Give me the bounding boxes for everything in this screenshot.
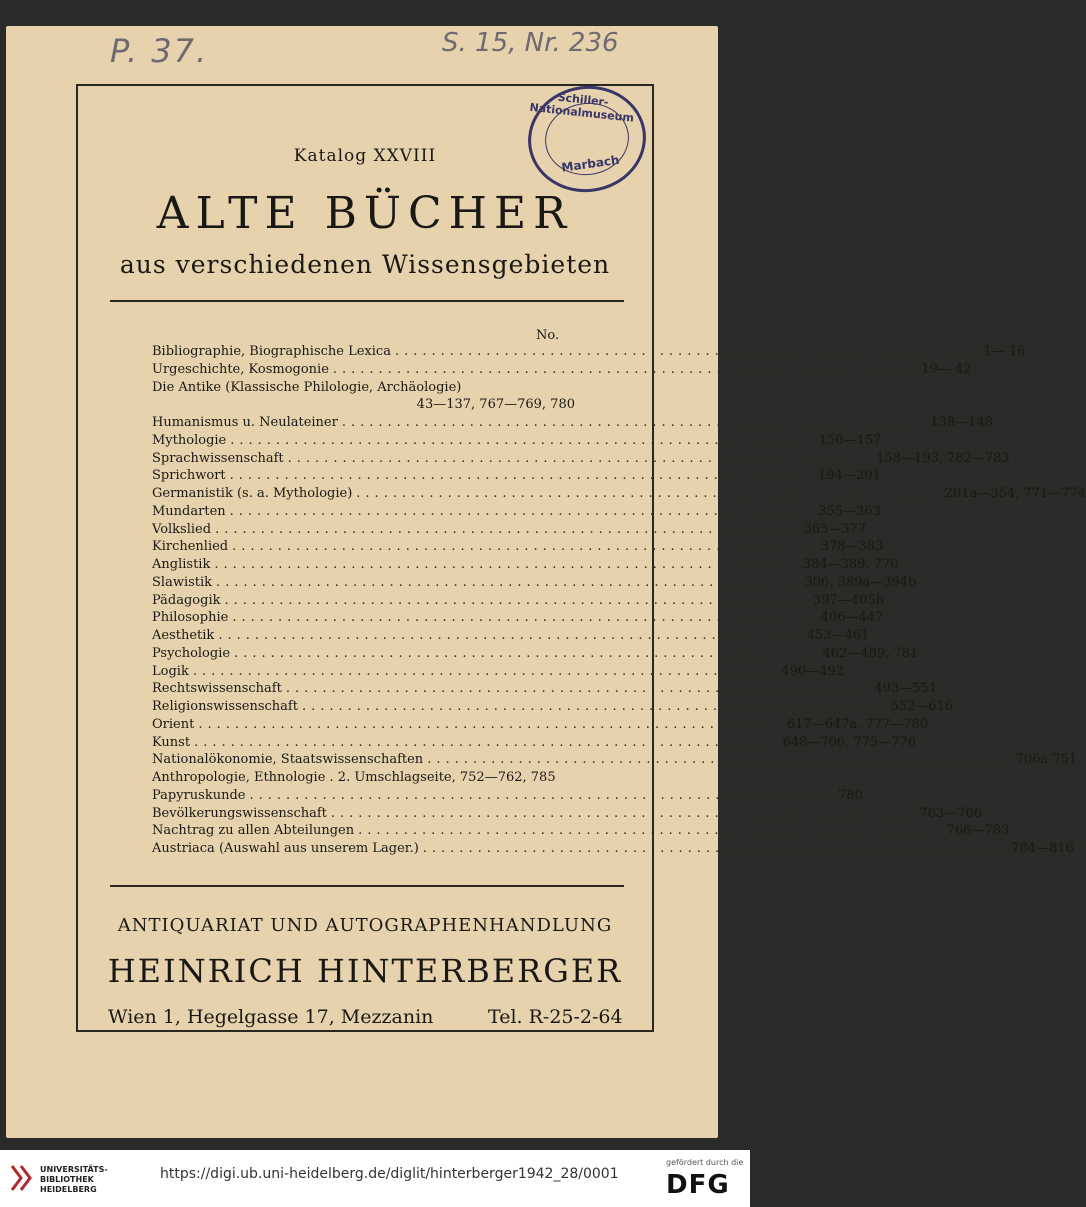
toc-section-label: Logik: [152, 663, 189, 679]
toc-row: [152, 645, 919, 663]
toc-leader-dots: ................................................................: [422, 841, 1008, 856]
toc-page-range: 306, 389a—394b: [804, 574, 917, 590]
stamp-top-text: Schiller-Nationalmuseum: [528, 90, 635, 125]
toc-leader-dots: ................................................................: [301, 699, 887, 714]
toc-page-range: 365—377: [803, 521, 867, 537]
toc-section-label: Sprachwissenschaft: [152, 450, 284, 466]
toc-section-label: Pädagogik: [152, 592, 221, 608]
toc-leader-dots: ................................................................: [356, 486, 941, 501]
toc-leader-dots: ................................................................: [218, 628, 803, 643]
toc-page-range: 355—363: [818, 503, 881, 519]
toc-leader-dots: ................................................................: [229, 503, 815, 519]
publisher-phone: Tel. R-25-2-64: [488, 1006, 623, 1028]
university-name: UNIVERSITÄTS- BIBLIOTHEK HEIDELBERG: [40, 1165, 108, 1194]
page-subtitle: aus verschiedenen Wissensgebieten: [119, 250, 611, 279]
toc-row: [152, 680, 937, 698]
toc-section-label: Urgeschichte, Kosmogonie: [152, 361, 329, 377]
toc-leader-dots: ................................................................: [358, 823, 943, 839]
toc-leader-dots: ................................................................: [332, 361, 918, 377]
toc-page-range: 1— 16: [983, 344, 1026, 359]
toc-section-label: Rechtswissenschaft: [152, 681, 282, 697]
toc-page-range: 766—783: [946, 823, 1010, 839]
toc-leader-dots: ................................................................: [232, 610, 817, 626]
toc-row: [152, 414, 993, 432]
toc-leader-dots: ................................................................: [215, 521, 800, 537]
handwritten-note-right: S. 15, Nr. 236: [442, 28, 619, 58]
toc-leader-dots: ................................................................: [330, 805, 916, 821]
toc-leader-dots: ................................................................: [216, 574, 801, 590]
toc-leader-dots: ................................................................: [214, 557, 799, 572]
toc-row: [152, 503, 881, 521]
toc-row: [152, 769, 575, 787]
toc-page-range: 406—447: [820, 610, 884, 626]
toc-row: [152, 822, 1010, 840]
toc-page-range: 384—389, 770: [802, 557, 899, 572]
toc-section-label: Papyruskunde: [152, 787, 246, 803]
toc-section-label: Bibliographie, Biographische Lexica: [152, 344, 391, 359]
publisher-name: HEINRICH HINTERBERGER: [107, 952, 623, 990]
toc-row: [152, 467, 881, 485]
toc-page-range: 617—647a, 777—780: [786, 716, 929, 732]
toc-row: [152, 379, 575, 397]
toc-row: [152, 805, 983, 823]
handwritten-note-left: P. 37.: [110, 32, 209, 70]
toc-row: [152, 538, 884, 556]
toc-row: [152, 609, 884, 627]
toc-leader-dots: ................................................................: [198, 716, 783, 732]
toc-section-label: Volkslied: [152, 521, 212, 537]
toc-leader-dots: ................................................................: [341, 415, 927, 430]
catalog-number: Katalog XXVIII: [293, 146, 437, 166]
toc-row: [152, 361, 972, 379]
footer-bar: [0, 1150, 750, 1207]
toc-page-range: 194—201: [818, 468, 881, 484]
toc-section-label: Kirchenlied: [152, 539, 229, 555]
toc-section-label: Nationalökonomie, Staatswissenschaften: [152, 752, 424, 768]
toc-section-label: Mythologie: [152, 432, 227, 448]
toc-leader-dots: ................................................................: [249, 787, 834, 803]
publisher-type: ANTIQUARIAT UND AUTOGRAPHENHANDLUNG: [117, 915, 613, 936]
toc-page-range: 493—551: [874, 681, 937, 697]
toc-row: [152, 716, 929, 734]
toc-row: [152, 432, 882, 450]
toc-section-label: Psychologie: [152, 645, 231, 661]
table-of-contents: [152, 343, 1086, 858]
toc-row: [152, 396, 575, 414]
toc-page-range: 138—148: [930, 415, 993, 430]
toc-leader-dots: ................................................................: [285, 681, 871, 697]
toc-no-header: No.: [536, 328, 560, 343]
toc-section-label: Nachtrag zu allen Abteilungen: [152, 823, 355, 839]
toc-row: [152, 627, 870, 645]
toc-section-label: Aesthetik: [152, 628, 215, 643]
toc-page-range: 552—616: [890, 699, 954, 714]
toc-section-label: Orient: [152, 716, 195, 732]
toc-row: [152, 450, 1010, 468]
toc-row: [152, 343, 1026, 361]
source-url[interactable]: https://digi.ub.uni-heidelberg.de/diglit/hinterberger1942_28/0001: [160, 1166, 619, 1182]
toc-section-label: Anthropologie, Ethnologie . 2. Umschlagseite, 752—762, 785: [152, 770, 556, 785]
toc-page-range: 780: [837, 787, 863, 803]
dfg-caption: gefördert durch die: [666, 1158, 744, 1167]
toc-section-label: Kunst: [152, 734, 191, 750]
toc-page-range: 648—706, 775—776: [782, 734, 917, 750]
toc-section-label: Slawistik: [152, 574, 213, 590]
toc-page-range: 158—193, 782—783: [876, 450, 1010, 466]
toc-leader-dots: ................................................................: [194, 734, 779, 750]
toc-page-range: 453—461: [806, 628, 870, 643]
toc-leader-dots: ................................................................: [229, 468, 815, 484]
page-title: ALTE BÜCHER: [156, 188, 574, 239]
toc-page-range: 784—816: [1011, 841, 1074, 856]
toc-section-label: Austriaca (Auswahl aus unserem Lager.): [152, 841, 419, 856]
toc-row: [152, 751, 1078, 769]
publisher-address: Wien 1, Hegelgasse 17, Mezzanin: [108, 1006, 434, 1028]
toc-leader-dots: ................................................................: [224, 592, 809, 608]
toc-row: [152, 521, 867, 539]
toc-row: [152, 574, 917, 592]
toc-section-label: Germanistik (s. a. Mythologie): [152, 486, 353, 501]
toc-section-label: Die Antike (Klassische Philologie, Archäologie): [152, 379, 462, 395]
toc-page-range: 150—157: [818, 432, 882, 448]
toc-section-label: Bevölkerungswissenschaft: [152, 805, 327, 821]
toc-row: [152, 592, 884, 610]
divider-bottom: [110, 885, 624, 887]
toc-row: [152, 663, 844, 681]
toc-section-label: Sprichwort: [152, 468, 226, 484]
toc-row: [152, 485, 1086, 503]
toc-leader-dots: ................................................................: [230, 432, 815, 448]
toc-page-range: 490—492: [781, 663, 844, 679]
toc-leader-dots: ................................................................: [427, 752, 1012, 768]
toc-leader-dots: ................................................................: [394, 344, 980, 359]
university-logo-icon: [10, 1162, 32, 1194]
toc-row: [152, 734, 917, 752]
toc-page-range: 201a—354, 771—774: [944, 486, 1086, 501]
dfg-logo: DFG: [666, 1170, 730, 1200]
toc-page-range: 763—766: [919, 805, 983, 821]
toc-leader-dots: ................................................................: [192, 663, 778, 679]
toc-row: [152, 787, 863, 805]
toc-leader-dots: ................................................................: [287, 450, 873, 466]
divider-top: [110, 300, 624, 302]
toc-section-label: Anglistik: [152, 557, 211, 572]
toc-page-range: 462—489, 781: [822, 645, 919, 661]
toc-page-range: 43—137, 767—769, 780: [416, 397, 575, 413]
toc-row: [152, 840, 1074, 858]
toc-section-label: Mundarten: [152, 503, 226, 519]
toc-section-label: Philosophie: [152, 610, 229, 626]
toc-page-range: 378—383: [820, 539, 884, 555]
toc-leader-dots: ................................................................: [234, 645, 819, 661]
toc-leader-dots: ................................................................: [232, 539, 817, 555]
toc-section-label: Religionswissenschaft: [152, 699, 298, 714]
stamp-bottom-text: Marbach: [560, 152, 621, 175]
toc-page-range: 706a 751: [1015, 752, 1078, 768]
toc-page-range: 397—405b: [812, 592, 884, 608]
toc-page-range: 19— 42: [921, 361, 972, 377]
toc-section-label: Humanismus u. Neulateiner: [152, 415, 338, 430]
toc-row: [152, 556, 899, 574]
toc-row: [152, 698, 954, 716]
